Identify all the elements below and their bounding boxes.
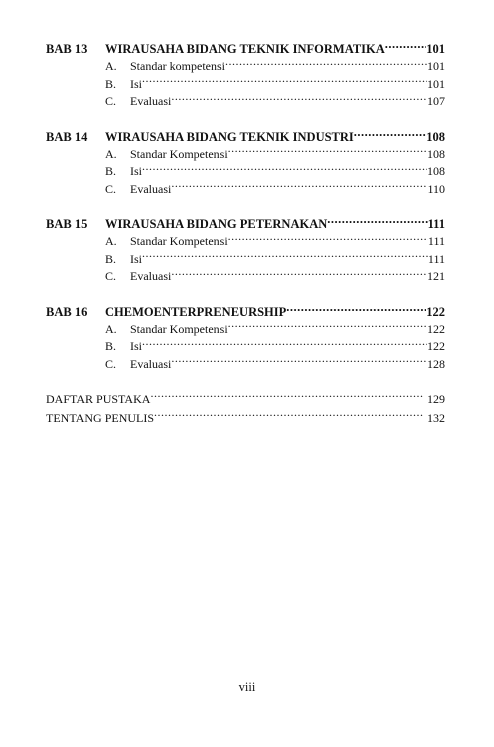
dot-leader	[171, 181, 427, 193]
section-page-number: 121	[427, 269, 445, 283]
page-footer-number: viii	[238, 680, 256, 694]
section-letter: B.	[105, 164, 117, 178]
section-entry[interactable]	[46, 181, 445, 199]
chapter-entry	[46, 215, 445, 286]
section-page-number: 128	[427, 356, 445, 371]
dot-leader	[171, 356, 427, 368]
section-letter: C.	[105, 181, 117, 196]
section-page-number: 122	[427, 321, 445, 336]
chapter-number: BAB 15	[46, 217, 88, 231]
back-matter-title: TENTANG PENULIS	[46, 411, 155, 425]
dot-leader	[327, 216, 427, 229]
chapter-title: WIRAUSAHA BIDANG TEKNIK INFORMATIKA	[105, 42, 385, 56]
section-letter: A.	[105, 321, 117, 336]
section-entry[interactable]	[46, 233, 445, 251]
chapter-entry	[46, 303, 445, 374]
dot-leader	[142, 338, 427, 350]
chapter-page-number: 111	[427, 217, 445, 231]
chapter-number: BAB 13	[46, 42, 88, 56]
chapter-page-number: 122	[426, 304, 445, 319]
chapter-title: WIRAUSAHA BIDANG TEKNIK INDUSTRI	[105, 129, 354, 144]
dot-leader	[354, 128, 426, 141]
section-letter: B.	[105, 76, 117, 91]
chapter-heading[interactable]	[46, 215, 445, 233]
chapter-title: CHEMOENTERPRENEURSHIP	[105, 304, 287, 319]
section-title: Evaluasi	[130, 356, 172, 371]
section-letter: C.	[105, 269, 117, 283]
section-title: Standar kompetensi	[130, 59, 225, 73]
section-letter: B.	[105, 251, 117, 266]
dot-leader	[171, 268, 427, 280]
section-title: Evaluasi	[130, 94, 172, 108]
chapter-number: BAB 16	[46, 304, 88, 319]
dot-leader	[286, 303, 426, 316]
section-page-number: 108	[427, 164, 445, 178]
dot-leader	[228, 321, 427, 333]
dot-leader	[142, 251, 428, 263]
dot-leader	[225, 58, 427, 70]
section-entry[interactable]	[46, 163, 445, 181]
section-letter: A.	[105, 234, 117, 248]
back-matter-page-number: 132	[427, 411, 445, 425]
section-entry[interactable]	[46, 338, 445, 356]
dot-leader	[150, 391, 424, 403]
dot-leader	[228, 233, 428, 245]
section-title: Evaluasi	[130, 181, 172, 196]
section-entry[interactable]	[46, 93, 445, 111]
section-page-number: 122	[427, 339, 445, 353]
section-title: Isi	[130, 251, 142, 266]
dot-leader	[154, 410, 424, 422]
section-page-number: 101	[427, 76, 445, 91]
back-matter-title: DAFTAR PUSTAKA	[46, 392, 151, 406]
section-title: Evaluasi	[130, 269, 172, 283]
section-page-number: 108	[427, 146, 445, 161]
section-page-number: 101	[427, 59, 445, 73]
section-letter: C.	[105, 94, 117, 108]
back-matter-entry[interactable]	[46, 409, 445, 428]
dot-leader	[385, 41, 426, 54]
section-entry[interactable]	[46, 146, 445, 164]
chapter-title: WIRAUSAHA BIDANG PETERNAKAN	[105, 217, 328, 231]
back-matter	[46, 390, 445, 428]
chapter-entry	[46, 128, 445, 199]
dot-leader	[171, 93, 427, 105]
dot-leader	[142, 163, 427, 175]
section-entry[interactable]	[46, 321, 445, 339]
section-title: Standar Kompetensi	[130, 146, 228, 161]
section-entry[interactable]	[46, 76, 445, 94]
chapter-page-number: 108	[426, 129, 445, 144]
table-of-contents	[46, 40, 445, 428]
chapter-number: BAB 14	[46, 129, 88, 144]
section-letter: A.	[105, 59, 117, 73]
dot-leader	[228, 146, 427, 158]
section-page-number: 107	[427, 94, 445, 108]
chapter-entry	[46, 40, 445, 111]
section-title: Isi	[130, 339, 142, 353]
section-title: Isi	[130, 164, 142, 178]
section-page-number: 111	[427, 251, 445, 266]
section-title: Standar Kompetensi	[130, 321, 228, 336]
chapter-page-number: 101	[426, 42, 445, 56]
section-entry[interactable]	[46, 251, 445, 269]
back-matter-page-number: 129	[427, 392, 445, 406]
section-entry[interactable]	[46, 356, 445, 374]
section-entry[interactable]	[46, 268, 445, 286]
section-letter: C.	[105, 356, 117, 371]
section-title: Isi	[130, 76, 142, 91]
chapter-heading[interactable]	[46, 40, 445, 58]
chapter-heading[interactable]	[46, 303, 445, 321]
section-page-number: 111	[427, 234, 445, 248]
section-title: Standar Kompetensi	[130, 234, 228, 248]
section-page-number: 110	[427, 181, 445, 196]
section-entry[interactable]	[46, 58, 445, 76]
back-matter-entry[interactable]	[46, 390, 445, 409]
dot-leader	[142, 76, 427, 88]
section-letter: B.	[105, 339, 117, 353]
section-letter: A.	[105, 146, 117, 161]
chapter-heading[interactable]	[46, 128, 445, 146]
